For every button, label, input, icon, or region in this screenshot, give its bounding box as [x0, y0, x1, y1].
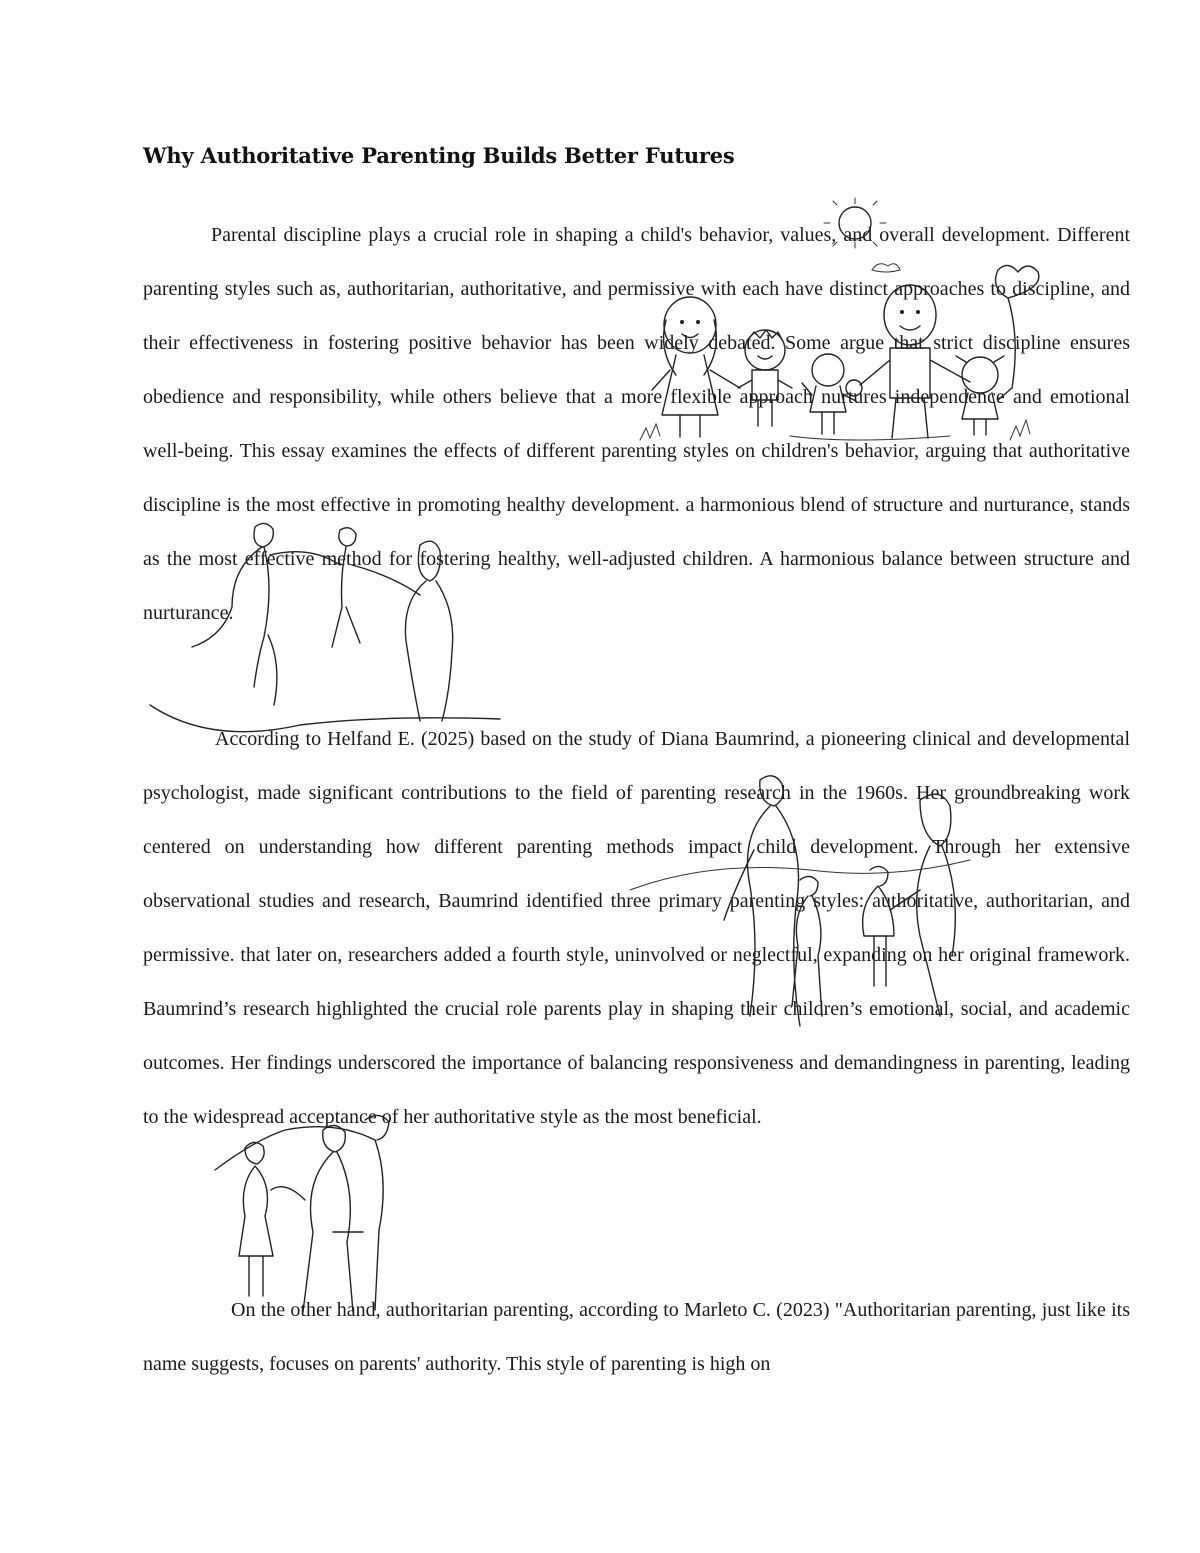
paragraph-baumrind: According to Helfand E. (2025) based on the study of Diana Baumrind, a pioneering clinical and developmental psychologist, made significant contributions to the field of parenting research in the 1960s. Her groundbreaking work centered on understanding how different parenting methods impact child development. Through her extensive observational studies and research, Baumrind identified three primary parenting styles: authoritative, authoritarian, and permissive. that later on, researchers added a fourth style, uninvolved or neglectful, expanding on her original framework. Baumrind’s research highlighted the crucial role parents play in shaping their children’s emotional, social, and academic outcomes. Her findings underscored the importance of balancing responsiveness and demandingness in parenting, leading to the widespread acceptance of her authoritative style as the most beneficial.: [143, 728, 1130, 1128]
paragraph-introduction: Parental discipline plays a crucial role in shaping a child's behavior, values, and overall development. Different parenting styles such as, authoritarian, authoritative, and permissive with each have distinct approaches to discipline, and their effectiveness in fostering positive behavior has been widely debated. Some argue that strict discipline ensures obedience and responsibility, while others believe that a more flexible approach nurtures independence and emotional well-being. This essay examines the effects of different parenting styles on children's behavior, arguing that authoritative discipline is the most effective in promoting healthy development. a harmonious blend of structure and nurturance, stands as the most effective method for fostering healthy, well-adjusted children. A harmonious balance between structure and nurturance.: [143, 224, 1130, 624]
paragraph-authoritarian: On the other hand, authoritarian parenting, according to Marleto C. (2023) "Authoritarian parenting, just like its name suggests, focuses on parents' authority. This style of parenting is high on: [143, 1299, 1130, 1375]
document-title: Why Authoritative Parenting Builds Better Futures: [143, 143, 735, 168]
